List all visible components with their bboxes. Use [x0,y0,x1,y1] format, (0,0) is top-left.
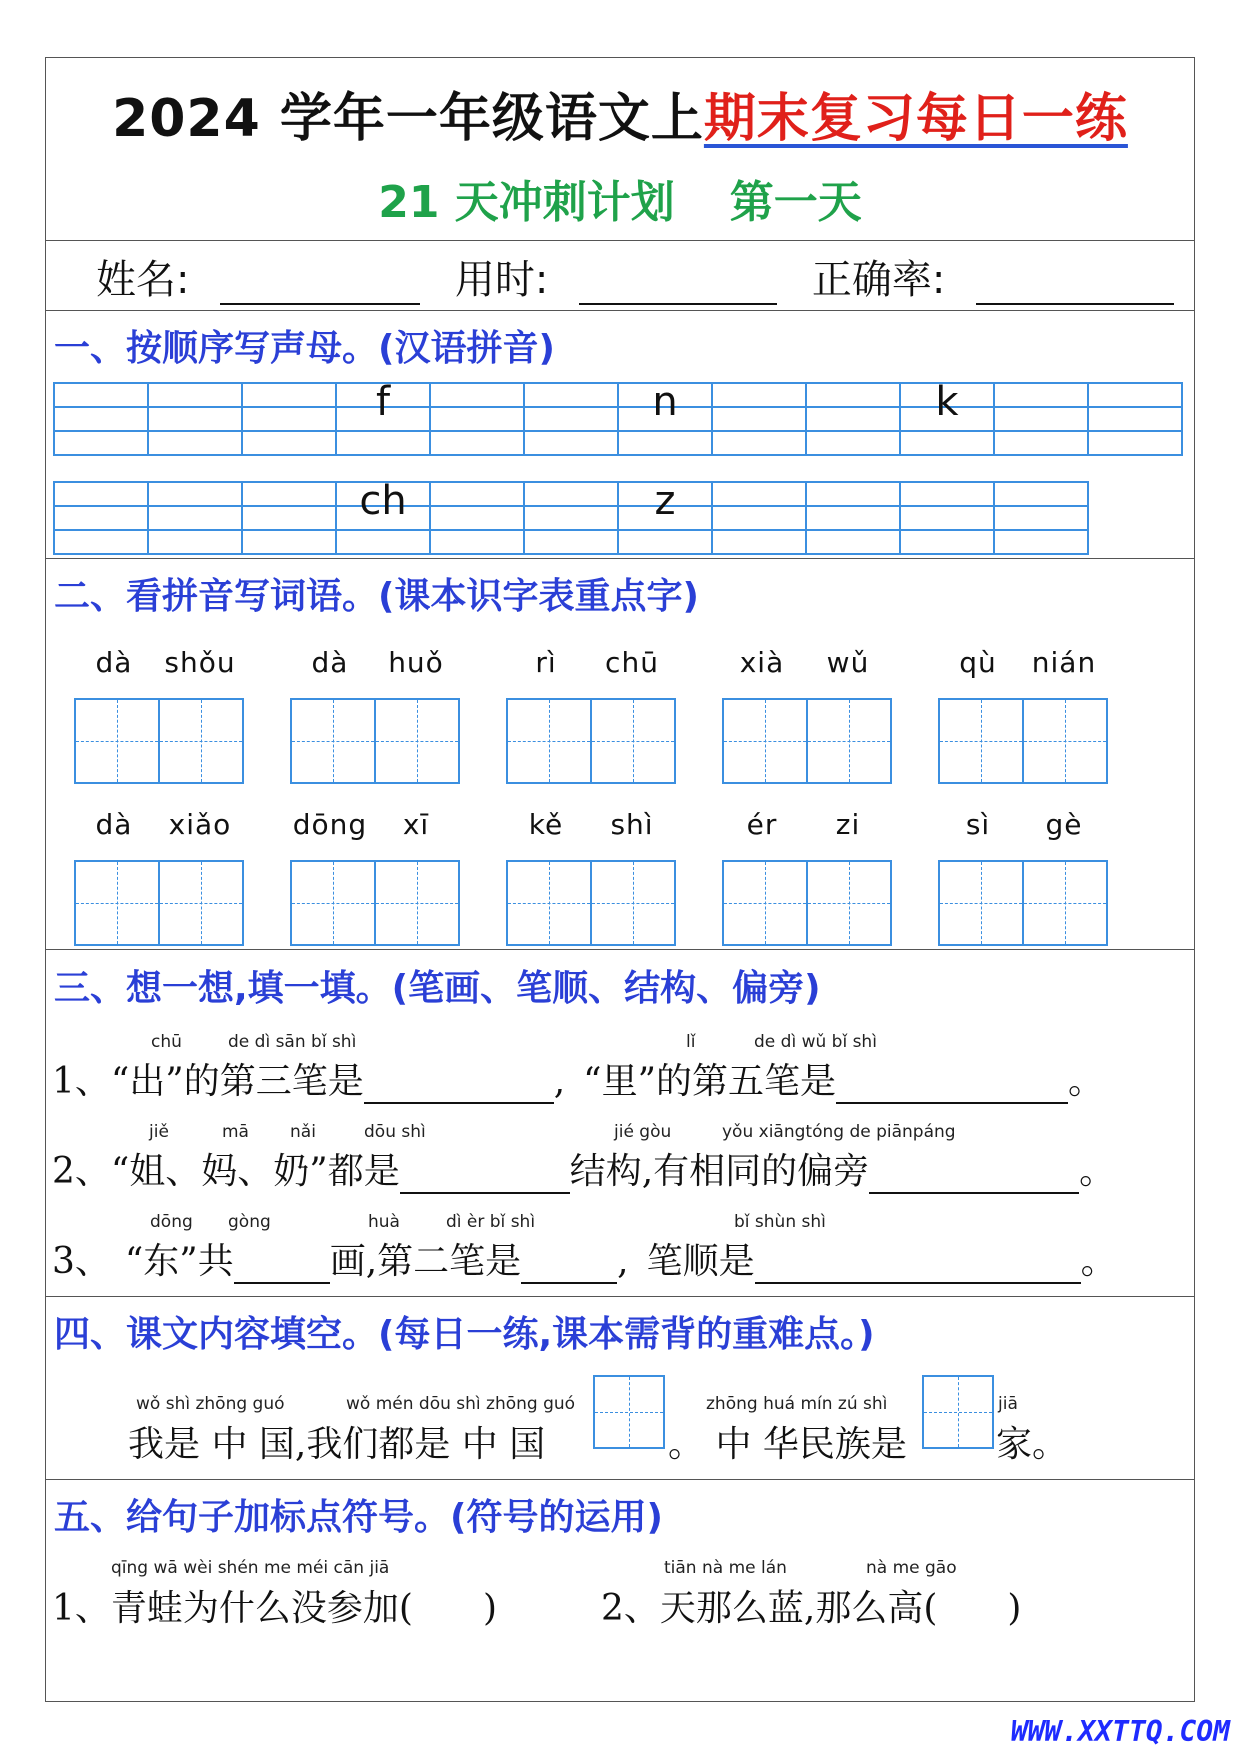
question-3-3 [52,1233,1117,1284]
syllable: shǒu [164,646,236,679]
section-3-title: 三、想一想,填一填。(笔画、笔顺、结构、偏旁) [54,968,821,1009]
grid-line [54,431,1182,455]
title-highlight: 期末复习每日一练 [703,89,1128,149]
worksheet [45,57,1195,1702]
recitation-text-b: 。 中 华民族是 [668,1424,907,1465]
title-main: 2024 学年一年级语文上 [112,89,704,149]
writing-box[interactable] [374,698,460,784]
syllable: shì [610,808,654,841]
grid-cell[interactable] [524,383,618,407]
syllable: gè [1045,808,1083,841]
pinyin-label [935,808,1107,841]
pinyin-label [503,808,675,841]
info-row [96,248,1174,305]
writing-box[interactable] [74,698,160,784]
cell-letter: ch [359,478,407,524]
answer-blank[interactable] [521,1248,617,1284]
question-text: “里”的第五笔是 [583,1061,836,1102]
syllable: ér [746,808,778,841]
divider [46,1296,1194,1297]
punct: ) [1007,1588,1022,1629]
writing-box[interactable] [722,860,808,946]
pinyin-label [503,646,675,679]
question-3-2 [52,1143,1115,1194]
divider [46,949,1194,950]
grid-cell[interactable] [54,482,148,506]
writing-box[interactable] [806,860,892,946]
grid-cell[interactable] [806,482,900,506]
subtitle-plan: 21 天冲刺计划 [378,177,675,228]
punct: ) [482,1588,497,1629]
punct: 。 [1079,1151,1116,1192]
page-title [46,76,1194,151]
pinyin-annotation: dōu shì [364,1122,426,1142]
writing-box[interactable] [290,860,376,946]
syllable: dà [95,646,133,679]
writing-box[interactable] [938,698,1024,784]
writing-box[interactable] [590,698,676,784]
section-5-title: 五、给句子加标点符号。(符号的运用) [54,1497,663,1538]
name-field[interactable] [220,267,420,305]
grid-cell[interactable] [242,383,336,407]
grid-cell[interactable] [618,379,712,425]
section-2-title: 二、看拼音写词语。(课本识字表重点字) [54,576,699,617]
pinyin-annotation: wǒ mén dōu shì zhōng guó [346,1394,576,1414]
cell-letter: n [652,379,678,425]
question-text: 结构,有相同的偏旁 [569,1151,870,1192]
initials-grid-row-1 [53,379,1183,456]
syllable: zi [835,808,861,841]
grid-cell[interactable] [524,482,618,506]
cell-letter: k [935,379,959,425]
writing-box[interactable] [74,860,160,946]
question-number: 1、 [52,1061,111,1102]
pinyin-annotation: mā [222,1122,249,1142]
time-field[interactable] [579,267,777,305]
syllable: xià [739,646,785,679]
page-subtitle [46,166,1194,230]
grid-line [54,530,1088,554]
pinyin-label [719,646,891,679]
writing-box[interactable] [1022,860,1108,946]
writing-box[interactable] [590,860,676,946]
pinyin-annotation: jiā [998,1394,1018,1414]
pinyin-annotation: jiě [149,1122,169,1142]
grid-cell[interactable] [430,482,524,506]
pinyin-annotation: lǐ [686,1032,696,1052]
grid-line [54,506,1088,530]
answer-blank[interactable] [400,1158,570,1194]
question-text: “姐、妈、奶”都是 [110,1151,400,1192]
section-1-title: 一、按顺序写声母。(汉语拼音) [54,328,555,369]
section-4-title: 四、课文内容填空。(每日一练,课本需背的重难点。) [54,1314,875,1355]
pinyin-label [287,808,459,841]
divider [46,1479,1194,1480]
grid-line [54,383,1182,407]
grid-cell[interactable] [618,478,712,524]
grid-cell[interactable] [712,482,806,506]
writing-box[interactable] [506,698,592,784]
pinyin-annotation: de dì sān bǐ shì [228,1032,357,1052]
pinyin-annotation: bǐ shùn shì [734,1212,826,1232]
question-3-1 [52,1053,1104,1104]
divider [46,240,1194,241]
grid-cell[interactable] [430,383,524,407]
question-text: 1、青蛙为什么没参加( [52,1588,413,1629]
footer-url: WWW.XXTTQ.COM [1010,1715,1230,1748]
answer-blank[interactable] [869,1158,1079,1194]
syllable: rì [535,646,557,679]
pinyin-annotation: dì èr bǐ shì [446,1212,536,1232]
grid-cell[interactable] [148,383,242,407]
syllable: huǒ [388,646,444,679]
writing-box[interactable] [722,698,808,784]
punctuation-question-2 [601,1580,1021,1631]
grid-cell[interactable] [336,379,430,425]
writing-box[interactable] [593,1375,665,1449]
answer-blank[interactable] [755,1248,1081,1284]
name-label: 姓名: [96,257,190,303]
syllable: dà [95,808,133,841]
grid-cell[interactable] [148,482,242,506]
punct: , [617,1241,629,1282]
pinyin-annotation: tiān nà me lán [664,1558,787,1578]
divider [46,310,1194,311]
pinyin-annotation: wǒ shì zhōng guó [136,1394,285,1414]
writing-box[interactable] [938,860,1024,946]
syllable: dōng [292,808,368,841]
pinyin-annotation: nǎi [290,1122,316,1142]
syllable: wǔ [826,646,870,679]
pinyin-annotation: gòng [228,1212,271,1232]
pinyin-annotation: zhōng huá mín zú shì [706,1394,888,1414]
time-label: 用时: [454,257,549,303]
grid-line [54,482,1088,506]
recitation-text-c: 家。 [996,1424,1069,1465]
writing-box[interactable] [374,860,460,946]
grid-cell[interactable] [900,379,994,425]
question-text: 2、天那么蓝,那么高( [601,1588,938,1629]
punct: 。 [1080,1241,1117,1282]
writing-box[interactable] [290,698,376,784]
grid-line [54,407,1182,431]
syllable: nián [1031,646,1097,679]
subtitle-day: 第一天 [729,177,862,228]
grid-cell[interactable] [994,383,1088,407]
writing-box[interactable] [806,698,892,784]
accuracy-field[interactable] [976,267,1174,305]
syllable: dà [311,646,349,679]
question-text: 画,第二笔是 [329,1241,522,1282]
pinyin-annotation: jié gòu [614,1122,672,1142]
pinyin-label [71,646,243,679]
writing-box[interactable] [158,698,244,784]
grid-cell[interactable] [900,482,994,506]
grid-cell[interactable] [54,383,148,407]
grid-cell[interactable] [806,383,900,407]
pinyin-annotation: dōng [150,1212,193,1232]
question-text: 笔顺是 [646,1241,755,1282]
pinyin-annotation: chū [151,1032,182,1052]
pinyin-annotation: qīng wā wèi shén me méi cān jiā [111,1558,390,1578]
punctuation-question-1 [52,1580,497,1631]
pinyin-label [935,646,1107,679]
grid-cell[interactable] [712,383,806,407]
pinyin-annotation: nà me gāo [866,1558,957,1578]
syllable: xī [402,808,430,841]
pinyin-annotation: yǒu xiāngtóng de piānpáng [722,1122,956,1142]
answer-blank[interactable] [234,1248,330,1284]
pinyin-annotation: huà [368,1212,400,1232]
pinyin-label [719,808,891,841]
syllable: xiǎo [168,808,232,841]
writing-box[interactable] [158,860,244,946]
pinyin-label [287,646,459,679]
question-text: “出”的第三笔是 [110,1061,364,1102]
writing-box[interactable] [506,860,592,946]
grid-cell[interactable] [336,478,430,524]
syllable: qù [959,646,997,679]
grid-cell[interactable] [1088,383,1182,407]
divider [46,558,1194,559]
initials-grid-row-2 [53,478,1089,555]
question-number: 2、 [52,1151,111,1192]
grid-cell[interactable] [242,482,336,506]
punct: 。 [1067,1061,1104,1102]
syllable: sì [965,808,991,841]
syllable: chū [605,646,659,679]
punct: , [553,1061,566,1102]
recitation-text-a: 我是 中 国,我们都是 中 国 [128,1424,546,1465]
cell-letter: f [375,379,391,425]
question-number: 3、 [52,1241,111,1282]
grid-cell[interactable] [994,482,1088,506]
answer-blank[interactable] [836,1068,1068,1104]
pinyin-annotation: de dì wǔ bǐ shì [754,1032,877,1052]
pinyin-label [71,808,243,841]
question-text: “东”共 [124,1241,234,1282]
accuracy-label: 正确率: [811,257,946,303]
syllable: kě [528,808,564,841]
answer-blank[interactable] [364,1068,554,1104]
writing-box[interactable] [922,1375,994,1449]
cell-letter: z [654,478,676,524]
writing-box[interactable] [1022,698,1108,784]
